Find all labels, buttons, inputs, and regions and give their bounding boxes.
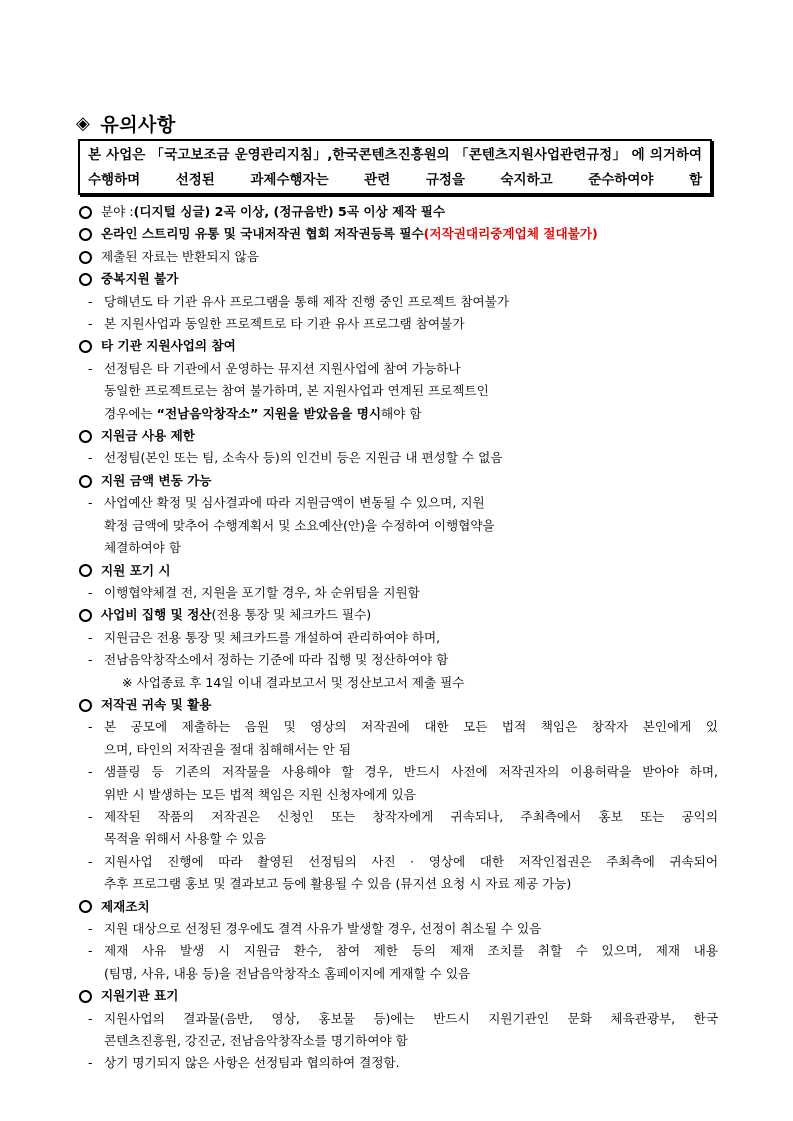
section-title-note: (전용 통장 및 체크카드 필수) [211,607,372,623]
list-item: - 선정팀(본인 또는 팀, 소속사 등)의 인건비 등은 지원금 내 편성할 수 없음 [88,450,503,466]
section-amount-change [78,470,718,492]
section-title: 제재조치 [101,898,150,914]
section-usage-limit [78,425,718,447]
section-title: 저작권 귀속 및 활용 [101,696,212,712]
streaming-text: 온라인 스트리밍 유통 및 국내저작권 협회 저작권등록 필수 [101,226,424,242]
section-give-up [78,560,718,582]
circle-bullet-icon [79,430,92,443]
circle-bullet-icon [79,990,92,1003]
list-item: - 선정팀은 타 기관에서 운영하는 뮤지션 지원사업에 참여 가능하나 동일한 프로젝트로는 참여 불가하며, 본 지원사업과 연계된 프로젝트인 경우에는 “전남음악창작소” 지원을 받았음을 명시해야 함 [88,360,489,421]
heading-title: 유의사항 [100,114,176,136]
streaming-warning: (저작권대리중계업체 절대불가) [423,226,598,242]
note-text: ※ 사업종료 후 14일 이내 결과보고서 및 정산보고서 제출 필수 [122,674,465,690]
circle-bullet-icon [79,900,92,913]
circle-bullet-icon [79,251,92,264]
list-item: - 지원금은 전용 통장 및 체크카드를 개설하여 관리하여야 하며, [88,629,441,645]
circle-bullet-icon [79,228,92,241]
section-title: 사업비 집행 및 정산 [101,607,212,623]
list-item: - 제작된 작품의 저작권은 신청인 또는 창작자에게 귀속되나, 주최측에서 홍보 또는 공익의 목적을 위해서 사용할 수 있음 [88,808,718,847]
list-item: - 상기 명기되지 않은 사항은 선정팀과 협의하여 결정함. [88,1055,400,1071]
section-title: 지원금 사용 제한 [101,428,195,444]
notice-box: 본 사업은 「국고보조금 운영관리지침」,한국콘텐츠진흥원의 「콘텐츠지원사업관련규정」 에 의거하여 수행하며 선정된 과제수행자는 관련 규정을 숙지하고 준수하여야 함 [78,139,712,195]
list-item: - 제재 사유 발생 시 지원금 환수, 참여 제한 등의 제재 조치를 취할 수 있으며, 제재 내용 (팀명, 사유, 내용 등)을 전남음악창작소 홈페이지에 게재할 수 있음 [88,943,718,981]
section-title: 지원기관 표기 [101,988,179,1004]
list-item: - 당해년도 타 기관 유사 프로그램을 통해 제작 진행 중인 프로젝트 참여불가 [88,293,509,309]
list-item: - 지원사업의 결과물(음반, 영상, 홍보물 등)에는 반드시 지원기관인 문화 체육관광부, 한국 콘텐츠진흥원, 강진군, 전남음악창작소를 명기하여야 함 [88,1010,718,1049]
section-title: 지원 포기 시 [101,562,171,578]
section-title: 타 기관 지원사업의 참여 [101,338,236,354]
item-no-return [78,246,718,268]
list-item: - 전남음악창작소에서 정하는 기준에 따라 집행 및 정산하여야 함 [88,652,449,668]
notes-list [78,201,718,1075]
list-item: - 본 공모에 제출하는 음원 및 영상의 저작권에 대한 모든 법적 책임은 창작자 본인에게 있 으며, 타인의 저작권을 절대 침해해서는 안 됨 [88,719,718,757]
diamond-bullet-icon: ◈ [76,112,91,134]
list-item: - 이행협약체결 전, 지원을 포기할 경우, 차 순위팀을 지원함 [88,584,420,600]
field-label: 분야 : [101,204,134,219]
list-item: - 본 지원사업과 동일한 프로젝트로 타 기관 유사 프로그램 참여불가 [88,316,465,332]
circle-bullet-icon [79,564,92,577]
circle-bullet-icon [79,475,92,488]
section-no-duplicate [78,268,718,290]
list-item: - 지원사업 진행에 따라 촬영된 선정팀의 사진 · 영상에 대한 저작인접권은 주최측에 귀속되어 추후 프로그램 홍보 및 결과보고 등에 활용될 수 있음 (뮤지션 요청 시 자료 제공 가능) [88,853,718,892]
list-item: - 지원 대상으로 선정된 경우에도 결격 사유가 발생할 경우, 선정이 취소될 수 있음 [88,921,542,936]
circle-bullet-icon [79,340,92,353]
circle-bullet-icon [79,609,92,622]
circle-bullet-icon [79,273,92,286]
list-item: - 샘플링 등 기존의 저작물을 사용해야 할 경우, 반드시 사전에 저작권자의 이용허락을 받아야 하며, 위반 시 발생하는 모든 법적 책임은 지원 신청자에게 있음 [88,764,718,802]
list-item: - 사업예산 확정 및 심사결과에 따라 지원금액이 변동될 수 있으며, 지원 확정 금액에 맞추어 수행계획서 및 소요예산(안)을 수정하여 이행협약을 체결하여야 함 [88,495,495,556]
section-other-org [78,335,718,357]
section-execution [78,604,718,626]
item-streaming [78,223,718,245]
section-copyright [78,694,718,716]
section-title: 지원 금액 변동 가능 [101,472,212,488]
field-value: (디지털 싱글) 2곡 이상, (정규음반) 5곡 이상 제작 필수 [133,204,446,219]
no-return-text: 제출된 자료는 반환되지 않음 [101,248,259,264]
emphasis-text: “전남음악창작소” 지원을 받았음을 명시 [156,405,382,421]
circle-bullet-icon [79,699,92,712]
section-title: 중복지원 불가 [101,271,179,287]
section-credit [78,985,718,1007]
item-field [78,201,718,223]
section-heading [76,110,176,137]
section-sanction [78,896,718,918]
circle-bullet-icon [79,206,92,219]
